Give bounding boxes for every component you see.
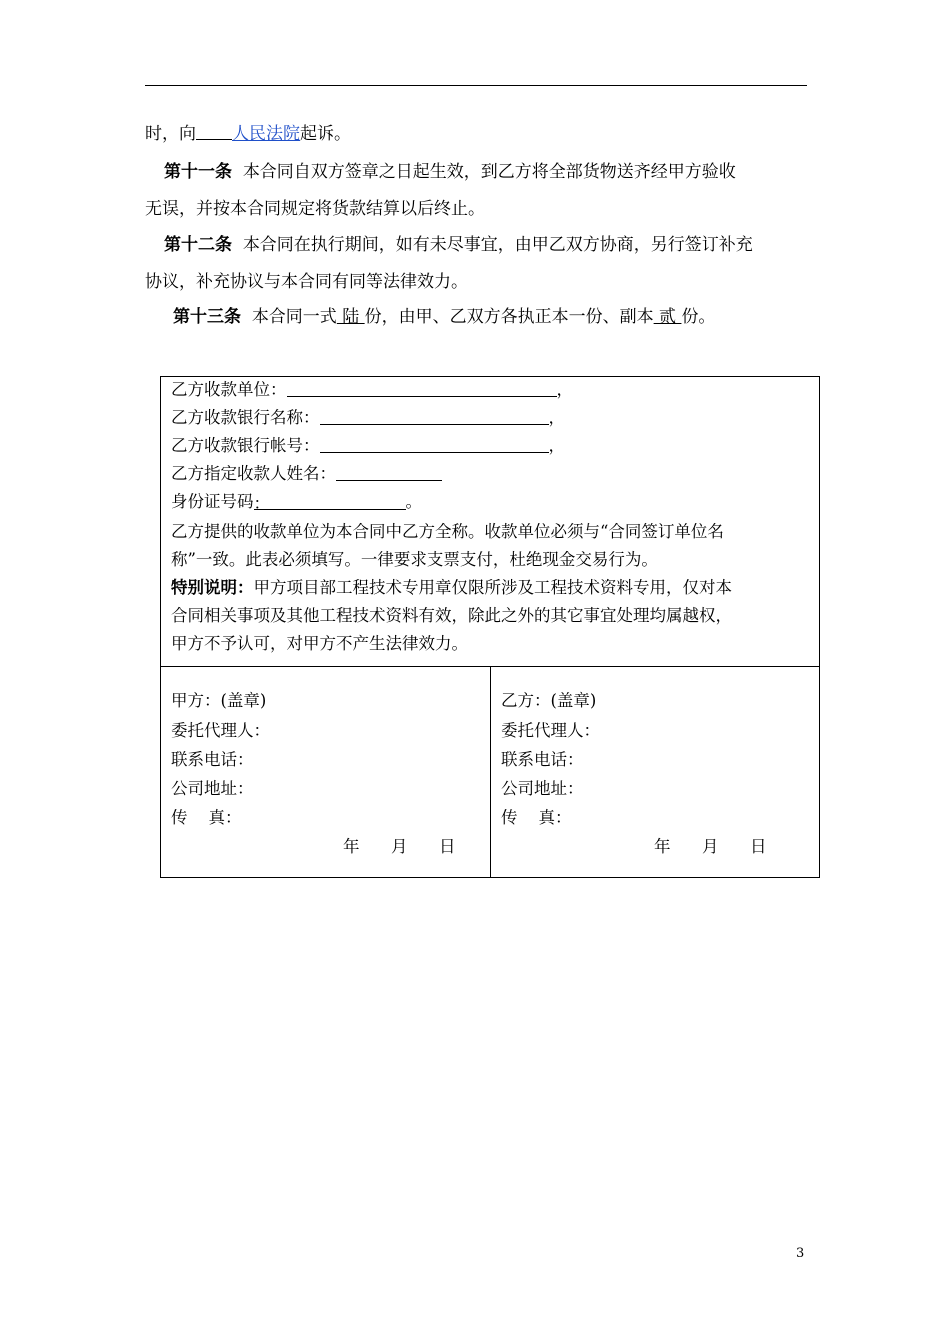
party-a-fax: 传 真： bbox=[171, 808, 242, 827]
payee-name-row bbox=[171, 460, 442, 488]
note-text-1: 乙方提供的收款单位为本合同中乙方全称。收款单位必须与“合同签订单位名 bbox=[171, 522, 724, 541]
article-13-line bbox=[173, 299, 837, 336]
article-13-heading: 第十三条 bbox=[173, 307, 241, 327]
copies-duplicate: 贰 bbox=[653, 307, 682, 327]
payment-info-section bbox=[161, 377, 819, 667]
special-line-2 bbox=[171, 602, 732, 630]
bank-account-blank[interactable] bbox=[320, 433, 549, 453]
bank-account-label: 乙方收款银行帐号： bbox=[171, 436, 320, 455]
special-line-1 bbox=[171, 574, 732, 602]
court-link[interactable]: 人民法院 bbox=[232, 124, 300, 144]
court-clause-prefix: 时，向 bbox=[145, 124, 196, 144]
party-b-signature-block bbox=[491, 667, 819, 877]
court-blank bbox=[196, 122, 232, 140]
id-number-row bbox=[171, 488, 422, 516]
payee-unit-blank[interactable] bbox=[287, 377, 557, 397]
article-12-text-2: 协议，补充协议与本合同有同等法律效力。 bbox=[145, 272, 468, 292]
id-number-label: 身份证号码 bbox=[171, 492, 254, 511]
party-b-fax: 传 真： bbox=[501, 808, 572, 827]
bank-name-row bbox=[171, 404, 565, 432]
special-line-3 bbox=[171, 630, 468, 658]
party-b-agent: 委托代理人： bbox=[501, 721, 600, 740]
payee-unit-label: 乙方收款单位： bbox=[171, 380, 287, 399]
party-b-phone: 联系电话： bbox=[501, 750, 584, 769]
article-13-text-c: 份。 bbox=[681, 307, 716, 327]
bank-name-blank[interactable] bbox=[320, 405, 549, 425]
article-13-text-b: 份，由甲、乙双方各执正本一份、副本 bbox=[364, 307, 654, 327]
article-11-line2 bbox=[145, 191, 809, 228]
payee-unit-row bbox=[171, 376, 573, 404]
bank-account-comma: ， bbox=[548, 436, 565, 455]
header-rule bbox=[145, 85, 807, 86]
article-11-heading: 第十一条 bbox=[164, 162, 232, 182]
page-number: 3 bbox=[796, 1246, 805, 1261]
bank-account-row bbox=[171, 432, 565, 460]
bank-name-comma: ， bbox=[548, 408, 565, 427]
party-a-date: 年 月 日 bbox=[343, 837, 456, 856]
special-text-2: 合同相关事项及其他工程技术资料有效，除此之外的其它事宜处理均属越权， bbox=[171, 606, 732, 625]
article-13-text-a: 本合同一式 bbox=[251, 307, 337, 327]
special-text-1: 甲方项目部工程技术专用章仅限所涉及工程技术资料专用，仅对本 bbox=[253, 578, 732, 597]
payee-unit-comma: ， bbox=[556, 380, 573, 399]
note-line-1 bbox=[171, 518, 724, 546]
special-label: 特别说明： bbox=[171, 578, 254, 597]
payee-name-label: 乙方指定收款人姓名： bbox=[171, 464, 336, 483]
party-b-date: 年 月 日 bbox=[654, 837, 767, 856]
court-clause-line bbox=[145, 116, 809, 153]
party-a-signature-block bbox=[161, 667, 491, 877]
party-a-agent: 委托代理人： bbox=[171, 721, 270, 740]
bank-name-label: 乙方收款银行名称： bbox=[171, 408, 320, 427]
id-number-period: 。 bbox=[405, 492, 422, 511]
article-12-heading: 第十二条 bbox=[164, 235, 232, 255]
id-number-colon: ： bbox=[253, 494, 270, 513]
article-12-line2 bbox=[145, 264, 809, 301]
id-number-blank[interactable] bbox=[253, 490, 406, 513]
note-text-2: 称”一致。此表必须填写。一律要求支票支付，杜绝现金交易行为。 bbox=[171, 550, 658, 569]
payment-info-table bbox=[160, 376, 820, 878]
article-12-line1 bbox=[164, 227, 828, 264]
article-12-text-1: 本合同在执行期间，如有未尽事宜，由甲乙双方协商，另行签订补充 bbox=[242, 235, 753, 255]
party-a-title: 甲方：(盖章) bbox=[171, 691, 267, 710]
article-11-text-1: 本合同自双方签章之日起生效，到乙方将全部货物送齐经甲方验收 bbox=[242, 162, 736, 182]
party-b-address: 公司地址： bbox=[501, 779, 584, 798]
copies-total: 陆 bbox=[336, 307, 365, 327]
party-a-phone: 联系电话： bbox=[171, 750, 254, 769]
note-line-2 bbox=[171, 546, 658, 574]
payee-name-blank[interactable] bbox=[336, 461, 442, 481]
party-b-title: 乙方：(盖章) bbox=[501, 691, 597, 710]
court-clause-suffix: 起诉。 bbox=[300, 124, 351, 144]
special-text-3: 甲方不予认可，对甲方不产生法律效力。 bbox=[171, 634, 468, 653]
article-11-text-2: 无误，并按本合同规定将货款结算以后终止。 bbox=[145, 199, 485, 219]
party-a-address: 公司地址： bbox=[171, 779, 254, 798]
article-11-line1 bbox=[164, 154, 828, 191]
